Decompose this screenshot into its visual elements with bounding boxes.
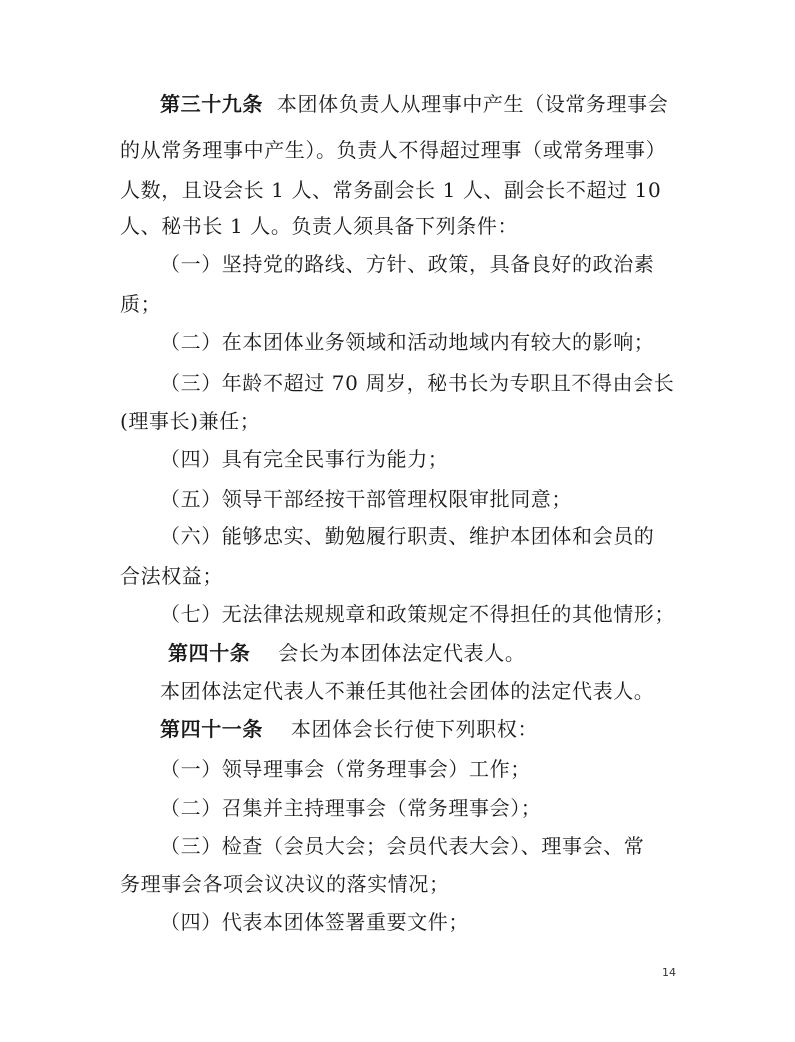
- article-39-line-4: 人、秘书长 1 人。负责人须具备下列条件：: [120, 214, 519, 238]
- article-39-line-1: [160, 92, 668, 116]
- article-41-heading: 第四十一条: [160, 717, 263, 741]
- article-39-item-6-cont: 合法权益；: [120, 564, 223, 588]
- page-number: 14: [662, 966, 676, 979]
- article-40-heading: 第四十条: [168, 641, 251, 665]
- article-41-text: 本团体会长行使下列职权：: [290, 717, 539, 741]
- article-39-item-4: （四）具有完全民事行为能力；: [160, 447, 449, 471]
- article-39-text: 本团体负责人从理事中产生（设常务理事会: [276, 92, 669, 116]
- article-39-item-3: （三）年龄不超过 70 周岁，秘书长为专职且不得由会长: [160, 371, 675, 395]
- article-41-line-1: [160, 717, 538, 741]
- article-41-item-1: （一）领导理事会（常务理事会）工作；: [160, 757, 531, 781]
- article-41-item-4: （四）代表本团体签署重要文件；: [160, 910, 469, 934]
- article-39-item-2: （二）在本团体业务领域和活动地域内有较大的影响；: [160, 330, 655, 354]
- article-39-item-1: （一）坚持党的路线、方针、政策，具备良好的政治素: [160, 252, 655, 276]
- article-40-line-1: [168, 641, 525, 665]
- article-39-item-6: （六）能够忠实、勤勉履行职责、维护本团体和会员的: [160, 524, 655, 548]
- article-39-item-1-cont: 质；: [120, 292, 162, 316]
- article-41-item-2: （二）召集并主持理事会（常务理事会）；: [160, 796, 542, 820]
- article-40-line-2: 本团体法定代表人不兼任其他社会团体的法定代表人。: [160, 679, 655, 703]
- article-39-item-5: （五）领导干部经按干部管理权限审批同意；: [160, 487, 572, 511]
- article-41-item-3-cont: 务理事会各项会议决议的落实情况；: [120, 872, 450, 896]
- article-39-heading: 第三十九条: [160, 92, 263, 116]
- article-40-text: 会长为本团体法定代表人。: [278, 641, 526, 665]
- article-39-item-7: （七）无法律法规规章和政策规定不得担任的其他情形；: [160, 602, 675, 626]
- article-39-line-2: 的从常务理事中产生）。负责人不得超过理事（或常务理事）: [120, 138, 667, 162]
- article-39-line-3: 人数，且设会长 1 人、常务副会长 1 人、副会长不超过 10: [120, 178, 662, 202]
- article-39-item-3-cont: (理事长)兼任；: [120, 409, 261, 433]
- article-41-item-3: （三）检查（会员大会；会员代表大会）、理事会、常: [160, 834, 645, 858]
